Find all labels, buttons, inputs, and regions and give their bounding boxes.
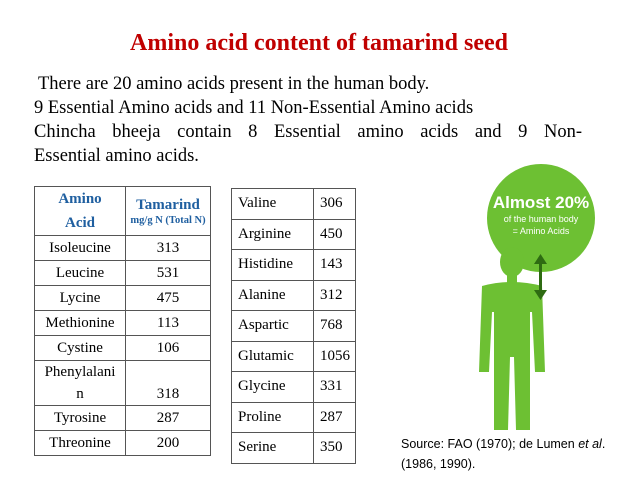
intro-line-1: There are 20 amino acids present in the human body. (38, 74, 430, 94)
intro-line-4: Essential amino acids. (34, 146, 199, 166)
slide-title: Amino acid content of tamarind seed (130, 30, 508, 56)
header-amino-acid: Amino Acid (35, 187, 126, 236)
figure-headline: Almost 20% (492, 193, 590, 212)
intro-line-2: 9 Essential Amino acids and 11 Non-Essential Amino acids (34, 98, 474, 118)
table-row: Alanine 312 (232, 280, 356, 311)
intro-text (34, 72, 582, 168)
table-header-row (35, 187, 211, 236)
figure-line-2: = Amino Acids (512, 226, 570, 236)
table-row: Methionine 113 (35, 311, 211, 336)
table-row: Leucine 531 (35, 261, 211, 286)
table-row: Arginine 450 (232, 219, 356, 250)
table-row: Glutamic 1056 (232, 341, 356, 372)
table-row: Valine 306 (232, 189, 356, 220)
table-row: Tyrosine 287 (35, 406, 211, 431)
table-row: Glycine 331 (232, 372, 356, 403)
human-silhouette (479, 247, 545, 430)
human-body-amino-acid-illustration (454, 162, 629, 432)
source-citation: Source: FAO (1970); de Lumen et al. (1986, 1990). (401, 437, 606, 471)
essential-amino-acid-table (34, 186, 211, 456)
table-row: Lycine 475 (35, 286, 211, 311)
table-row: Isoleucine 313 (35, 236, 211, 261)
header-tamarind-unit: mg/g N (Total N) (130, 214, 206, 226)
intro-line-3: Chincha bheeja contain 8 Essential amino acids and 9 Non- (34, 122, 582, 142)
table-row: Threonine 200 (35, 431, 211, 456)
table-row: Cystine 106 (35, 336, 211, 361)
figure-line-1: of the human body (503, 214, 579, 224)
table-row: Phenylalani n 318 (35, 361, 211, 406)
table-row: Histidine 143 (232, 250, 356, 281)
table-row: Serine 350 (232, 433, 356, 464)
header-tamarind: Tamarind mg/g N (Total N) (126, 187, 211, 236)
table-row: Proline 287 (232, 402, 356, 433)
table-row: Aspartic 768 (232, 311, 356, 342)
non-essential-amino-acid-table (231, 188, 356, 464)
